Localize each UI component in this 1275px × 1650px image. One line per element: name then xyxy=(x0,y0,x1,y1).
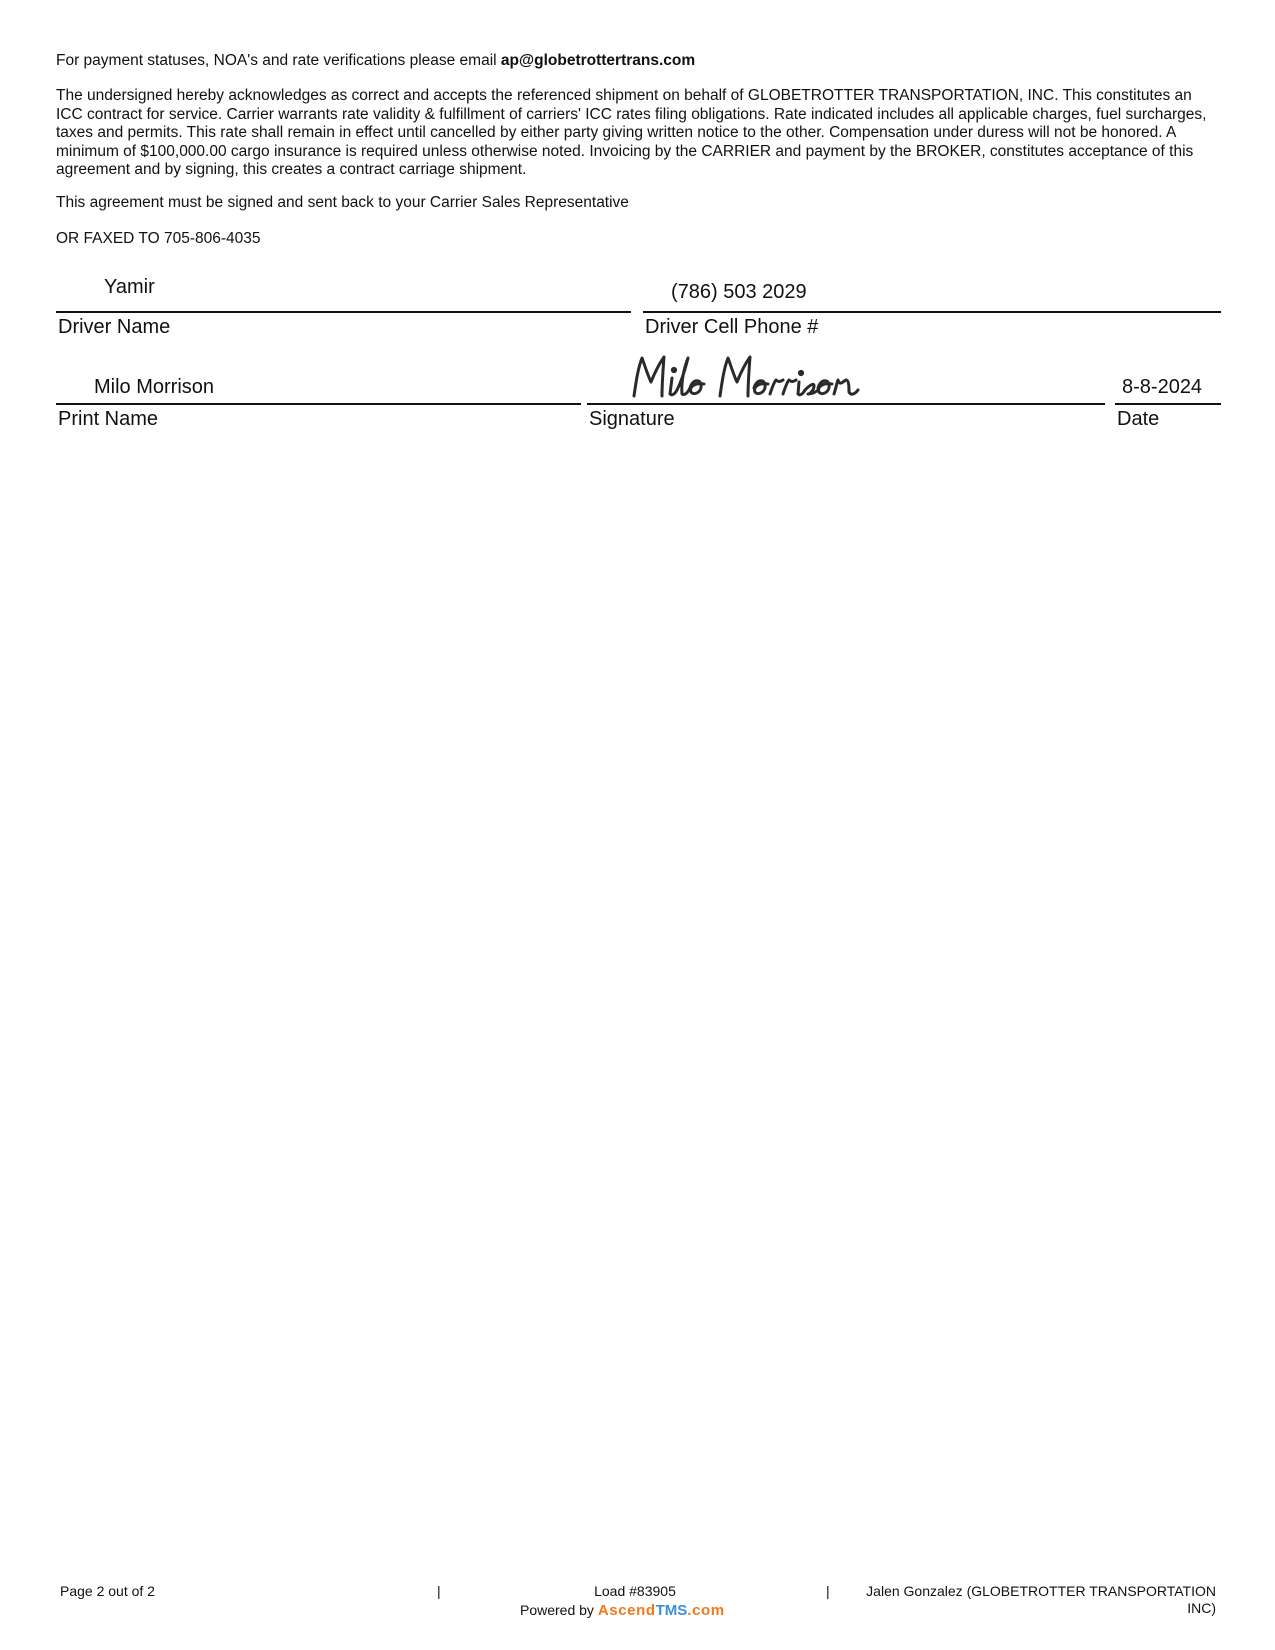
print-name-line xyxy=(56,403,581,405)
powered-by-line xyxy=(520,1602,760,1619)
driver-name-value: Yamir xyxy=(104,276,155,298)
footer-separator: | xyxy=(826,1583,830,1599)
brand-ascend: Ascend xyxy=(597,1602,656,1619)
driver-phone-value: (786) 503 2029 xyxy=(671,281,807,303)
email-intro-text: For payment statuses, NOA's and rate verifications please email xyxy=(56,52,501,69)
powered-by-text: Powered by xyxy=(520,1602,598,1618)
print-name-label: Print Name xyxy=(58,408,159,430)
brand-tms: TMS xyxy=(655,1602,688,1619)
prepared-by-user: Jalen Gonzalez (GLOBETROTTER TRANSPORTATION INC) xyxy=(866,1583,1216,1616)
terms-paragraph: The undersigned hereby acknowledges as correct and accepts the referenced shipment on behalf of GLOBETROTTER TRANSPORTATION, INC. This constitutes an ICC contract for service. Carrier warrants rate validity & fulfillment of carriers' ICC rates filing obligations. Rate indicated includes all applicable charges, fuel surcharges, taxes and permits. This rate shall remain in effect until cancelled by either party giving written notice to the other. Compensation under duress will not be honored. A minimum of $100,000.00 cargo insurance is required unless otherwise noted. Invoicing by the CARRIER and payment by the BROKER, constitutes acceptance of this agreement and by signing, this creates a contract carriage shipment. xyxy=(56,87,1207,179)
driver-phone-label: Driver Cell Phone # xyxy=(645,316,819,338)
date-label: Date xyxy=(1117,408,1160,430)
signature-line xyxy=(587,403,1105,405)
footer-separator: | xyxy=(437,1583,441,1599)
sign-instruction: This agreement must be signed and sent back to your Carrier Sales Representative xyxy=(56,194,629,211)
ap-email-address[interactable]: ap@globetrottertrans.com xyxy=(500,52,696,69)
driver-name-line xyxy=(56,311,631,313)
load-number: Load #83905 xyxy=(594,1583,676,1599)
date-value: 8-8-2024 xyxy=(1122,376,1203,398)
fax-instruction: OR FAXED TO 705-806-4035 xyxy=(56,230,261,247)
driver-name-label: Driver Name xyxy=(58,316,171,338)
page-number: Page 2 out of 2 xyxy=(60,1583,155,1599)
driver-phone-line xyxy=(643,311,1221,313)
date-line xyxy=(1115,403,1221,405)
print-name-value: Milo Morrison xyxy=(94,376,215,398)
payment-email-line xyxy=(56,52,1216,71)
handwritten-signature xyxy=(628,352,878,402)
signature-label: Signature xyxy=(589,408,675,430)
brand-dotcom: .com xyxy=(687,1602,725,1619)
